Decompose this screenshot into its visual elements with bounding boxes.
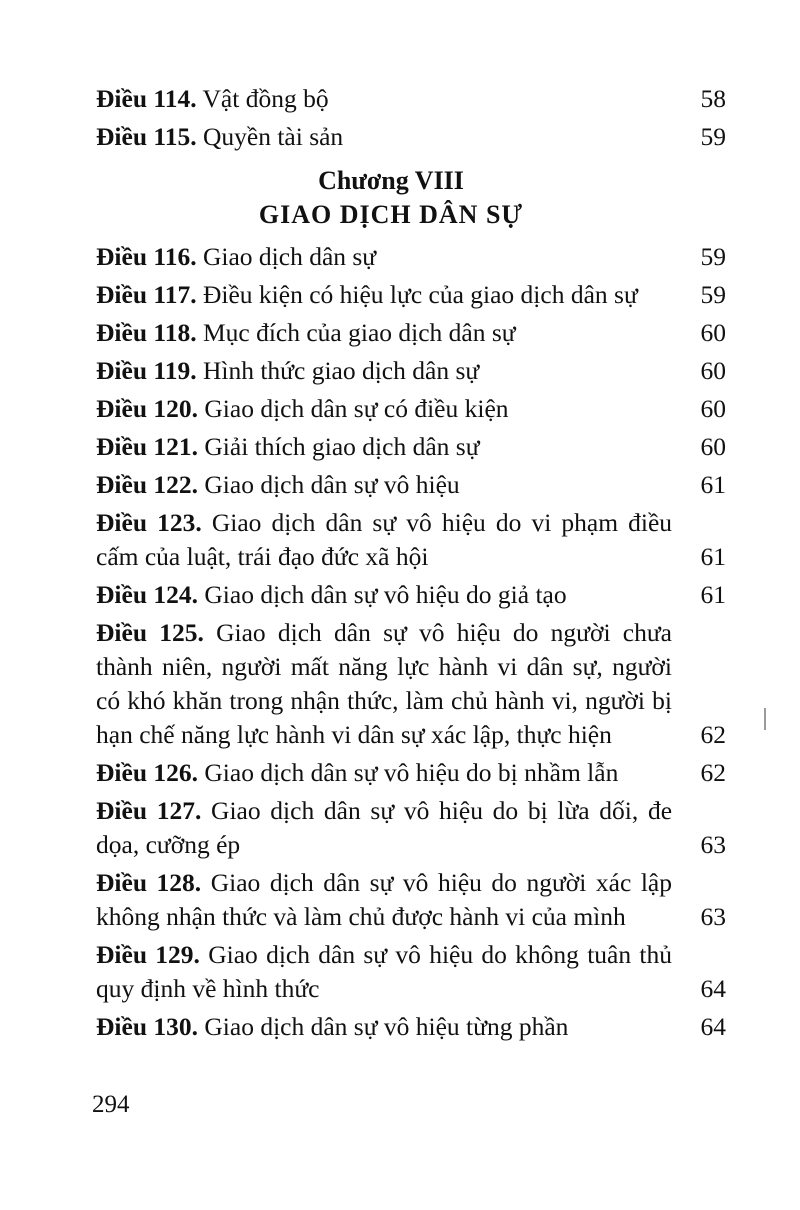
article-page-number: 63 <box>700 902 726 931</box>
toc-entry <box>96 578 726 612</box>
toc-entry <box>96 794 726 862</box>
toc-entry-text <box>96 316 686 350</box>
article-label: Điều 123. <box>96 508 202 537</box>
article-title: Vật đồng bộ <box>202 84 329 113</box>
toc-entry-text <box>96 938 686 1006</box>
toc-entry-text <box>96 506 686 574</box>
article-label: Điều 129. <box>96 940 200 969</box>
toc-entry <box>96 392 726 426</box>
article-title: Giao dịch dân sự vô hiệu do bị lừa dối, đe dọa, cưỡng ép <box>96 796 673 859</box>
article-title: Giao dịch dân sự vô hiệu <box>204 470 460 499</box>
article-label: Điều 119. <box>96 356 197 385</box>
toc-entry <box>96 468 726 502</box>
article-page-number: 60 <box>700 318 726 347</box>
toc-entry-text <box>96 468 686 502</box>
article-label: Điều 127. <box>96 796 202 825</box>
toc-entry <box>96 354 726 388</box>
article-page-number: 64 <box>700 1012 726 1041</box>
article-page-number: 58 <box>700 84 726 113</box>
toc-entry <box>96 506 726 574</box>
article-title: Hình thức giao dịch dân sự <box>202 356 480 385</box>
toc-entry-text <box>96 616 686 752</box>
article-page-number: 60 <box>700 432 726 461</box>
article-label: Điều 122. <box>96 470 198 499</box>
toc-entry <box>96 430 726 464</box>
chapter-heading <box>96 164 726 232</box>
article-label: Điều 124. <box>96 580 198 609</box>
article-title: Giao dịch dân sự <box>202 242 377 271</box>
toc-entry <box>96 316 726 350</box>
article-title: Giao dịch dân sự vô hiệu do không tuân thủ quy định về hình thức <box>96 940 673 1003</box>
toc-entry <box>96 120 726 154</box>
toc-entry <box>96 616 726 752</box>
article-title: Quyền tài sản <box>202 122 344 151</box>
article-title: Giao dịch dân sự vô hiệu do vi phạm điều cấm của luật, trái đạo đức xã hội <box>96 508 673 571</box>
article-page-number: 61 <box>700 470 726 499</box>
chapter-number: Chương VIII <box>318 166 464 195</box>
toc-entry <box>96 938 726 1006</box>
toc-entry-text <box>96 866 686 934</box>
article-label: Điều 130. <box>96 1012 198 1041</box>
article-page-number: 64 <box>700 974 726 1003</box>
table-of-contents <box>96 82 726 1044</box>
toc-entry-text <box>96 430 686 464</box>
article-title: Giao dịch dân sự có điều kiện <box>204 394 509 423</box>
toc-entry-text <box>96 240 686 274</box>
article-title: Giao dịch dân sự vô hiệu từng phần <box>204 1012 569 1041</box>
toc-entry-text <box>96 578 686 612</box>
article-page-number: 59 <box>700 242 726 271</box>
article-label: Điều 118. <box>96 318 197 347</box>
article-title: Giao dịch dân sự vô hiệu do bị nhầm lẫn <box>204 758 619 787</box>
article-label: Điều 125. <box>96 618 204 647</box>
toc-entry <box>96 1010 726 1044</box>
article-title: Giao dịch dân sự vô hiệu do người xác lập không nhận thức và làm chủ được hành vi của mình <box>96 868 672 931</box>
article-label: Điều 115. <box>96 122 197 151</box>
toc-entry-text <box>96 794 686 862</box>
article-page-number: 60 <box>700 394 726 423</box>
toc-entry <box>96 240 726 274</box>
article-title: Giải thích giao dịch dân sự <box>204 432 480 461</box>
article-page-number: 62 <box>700 758 726 787</box>
chapter-title: GIAO DỊCH DÂN SỰ <box>258 200 524 229</box>
toc-entry <box>96 82 726 116</box>
article-label: Điều 120. <box>96 394 198 423</box>
article-label: Điều 126. <box>96 758 198 787</box>
article-page-number: 62 <box>700 720 726 749</box>
article-title: Giao dịch dân sự vô hiệu do người chưa thành niên, người mất năng lực hành vi dân sự, người có khó khăn trong nhận thức, làm chủ hành vi, người bị hạn chế năng lực hành vi dân sự xác lập, thực hiện <box>96 618 672 749</box>
toc-entry-text <box>96 278 686 312</box>
toc-entry <box>96 278 726 312</box>
article-title: Giao dịch dân sự vô hiệu do giả tạo <box>204 580 567 609</box>
toc-entry <box>96 866 726 934</box>
article-page-number: 61 <box>700 580 726 609</box>
toc-entry-text <box>96 82 686 116</box>
toc-entry-text <box>96 392 686 426</box>
article-label: Điều 128. <box>96 868 202 897</box>
page-number: 294 <box>92 1091 130 1118</box>
article-page-number: 59 <box>700 280 726 309</box>
toc-entry-text <box>96 756 686 790</box>
article-label: Điều 121. <box>96 432 198 461</box>
toc-entry <box>96 756 726 790</box>
article-label: Điều 117. <box>96 280 197 309</box>
article-page-number: 59 <box>700 122 726 151</box>
toc-entry-text <box>96 354 686 388</box>
article-label: Điều 114. <box>96 84 197 113</box>
article-label: Điều 116. <box>96 242 197 271</box>
margin-mark <box>764 708 766 730</box>
article-title: Mục đích của giao dịch dân sự <box>202 318 516 347</box>
article-page-number: 61 <box>700 542 726 571</box>
article-title: Điều kiện có hiệu lực của giao dịch dân sự <box>202 280 638 309</box>
article-page-number: 63 <box>700 830 726 859</box>
toc-entry-text <box>96 120 686 154</box>
toc-entry-text <box>96 1010 686 1044</box>
article-page-number: 60 <box>700 356 726 385</box>
